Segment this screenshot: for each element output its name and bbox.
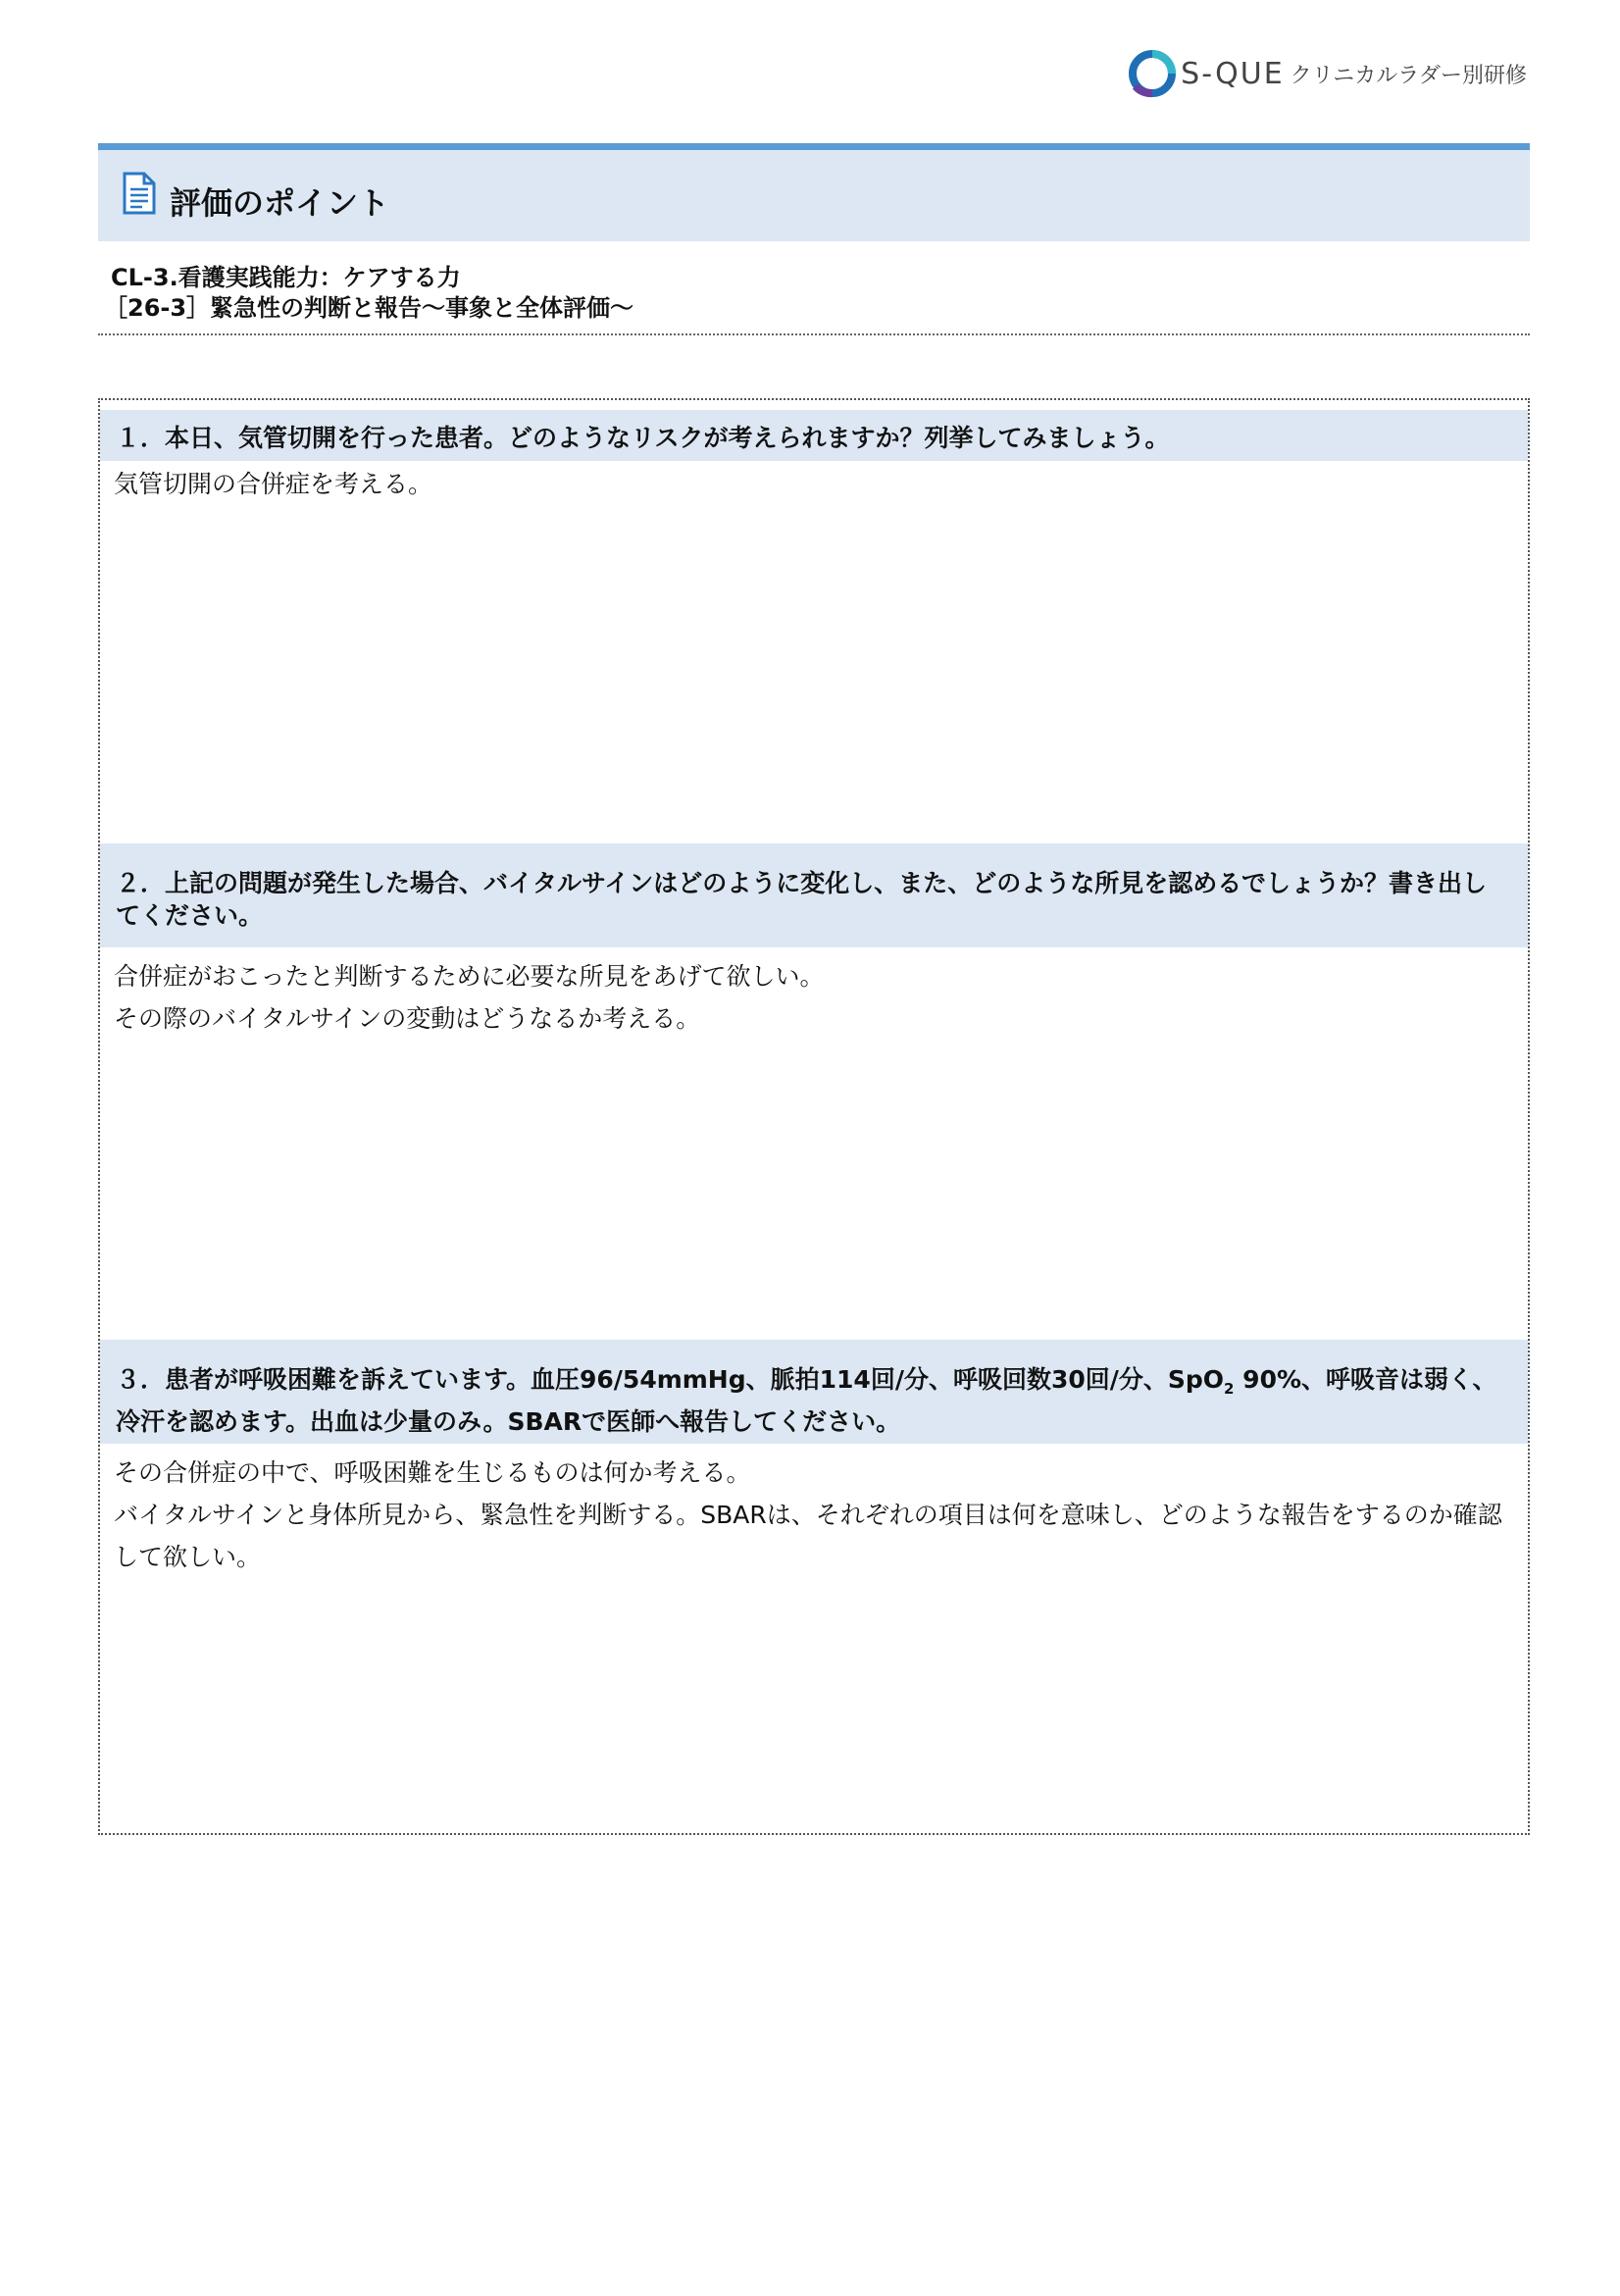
s-que-logo — [1128, 49, 1527, 98]
answer-line: その合併症の中で、呼吸困難を生じるものは何か考える。 — [114, 1458, 751, 1487]
answer-line: 合併症がおこったと判断するために必要な所見をあげて欲しい。 — [114, 962, 825, 991]
question-1-answer — [114, 463, 1508, 505]
section-header — [98, 143, 1530, 241]
document-icon — [123, 172, 156, 215]
question-3-heading-part1: ３．患者が呼吸困難を訴えています。血圧96/54mmHg、脈拍114回/分、呼吸回数30回/分、SpO — [116, 1365, 1225, 1394]
answer-line: 気管切開の合併症を考える。 — [114, 470, 433, 498]
course-title: CL-3.看護実践能力：ケアする力 — [111, 264, 461, 291]
question-1-heading: １．本日、気管切開を行った患者。どのようなリスクが考えられますか？列挙してみましょう。 — [100, 410, 1528, 461]
logo-name: S-QUE — [1181, 56, 1285, 91]
course-subtitle: ［26-3］緊急性の判断と報告～事象と全体評価～ — [104, 294, 634, 322]
answer-line: その際のバイタルサインの変動はどうなるか考える。 — [114, 1004, 701, 1033]
s-que-logo-icon — [1128, 49, 1177, 98]
subscript-2: 2 — [1224, 1380, 1235, 1398]
answer-line: バイタルサインと身体所見から、緊急性を判断する。SBARは、それぞれの項目は何を意味し、どのような報告をするのか確認して欲しい。 — [114, 1501, 1502, 1571]
question-3-answer — [114, 1452, 1508, 1578]
question-3-heading-part2: 90%、呼吸音は弱く、冷汗を認めます。出血は少量のみ。SBARで医師へ報告してください。 — [116, 1365, 1497, 1436]
question-3-heading — [100, 1340, 1528, 1444]
questions-box — [98, 398, 1530, 1835]
page-title: 評価のポイント — [170, 183, 390, 222]
question-2-heading: ２．上記の問題が発生した場合、バイタルサインはどのように変化し、また、どのような所見を認めるでしょうか？書き出してください。 — [100, 843, 1528, 947]
divider — [98, 333, 1530, 335]
question-2-answer — [114, 955, 1508, 1040]
logo-subtitle: クリニカルラダー別研修 — [1290, 63, 1527, 88]
